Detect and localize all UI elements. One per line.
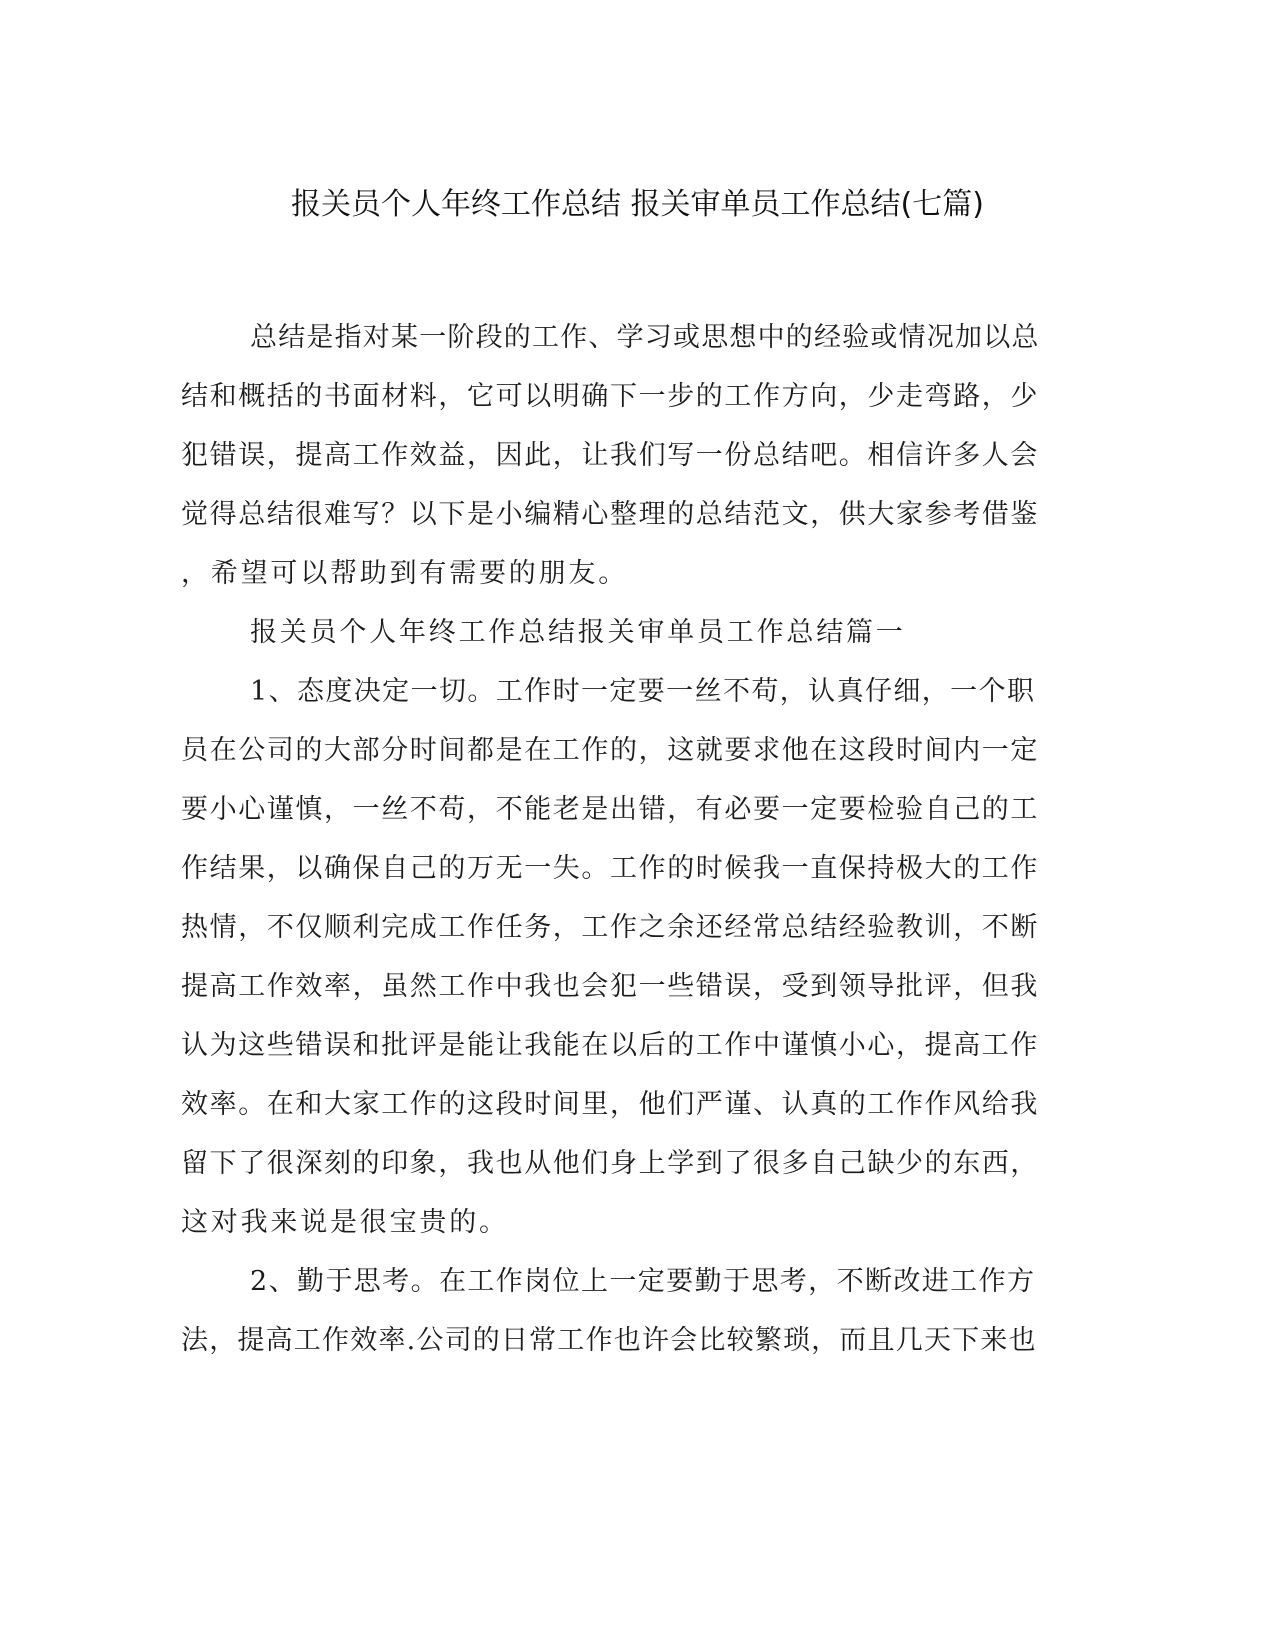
paragraph-line: 热情，不仅顺利完成工作任务，工作之余还经常总结经验教训，不断 xyxy=(181,912,1039,943)
paragraph-line: 提高工作效率，虽然工作中我也会犯一些错误，受到领导批评，但我 xyxy=(181,971,1039,1002)
paragraph-line: 法，提高工作效率.公司的日常工作也许会比较繁琐，而且几天下来也 xyxy=(181,1325,1037,1356)
paragraph-line: 总结是指对某一阶段的工作、学习或思想中的经验或情况加以总 xyxy=(250,322,1040,353)
paragraph-line: 作结果，以确保自己的万无一失。工作的时候我一直保持极大的工作 xyxy=(181,853,1039,884)
paragraph-line: ，希望可以帮助到有需要的朋友。 xyxy=(181,558,628,589)
paragraph-line: 结和概括的书面材料，它可以明确下一步的工作方向，少走弯路，少 xyxy=(181,381,1039,412)
paragraph-line: 认为这些错误和批评是能让我能在以后的工作中谨慎小心，提高工作 xyxy=(181,1030,1039,1061)
paragraph-line: 员在公司的大部分时间都是在工作的，这就要求他在这段时间内一定 xyxy=(181,735,1039,766)
paragraph-line: 留下了很深刻的印象，我也从他们身上学到了很多自己缺少的东西， xyxy=(181,1148,1039,1179)
section-heading: 报关员个人年终工作总结报关审单员工作总结篇一 xyxy=(250,617,906,648)
paragraph-line: 要小心谨慎，一丝不苟，不能老是出错，有必要一定要检验自己的工 xyxy=(181,794,1039,825)
paragraph-line: 1、态度决定一切。工作时一定要一丝不苟，认真仔细，一个职 xyxy=(250,676,1036,707)
paragraph-line: 犯错误，提高工作效益，因此，让我们写一份总结吧。相信许多人会 xyxy=(181,440,1039,471)
paragraph-line: 觉得总结很难写？以下是小编精心整理的总结范文，供大家参考借鉴 xyxy=(181,499,1039,530)
document-title: 报关员个人年终工作总结 报关审单员工作总结(七篇) xyxy=(291,187,984,222)
paragraph-line: 效率。在和大家工作的这段时间里，他们严谨、认真的工作作风给我 xyxy=(181,1089,1039,1120)
paragraph-line: 2、勤于思考。在工作岗位上一定要勤于思考，不断改进工作方 xyxy=(250,1266,1036,1297)
paragraph-line: 这对我来说是很宝贵的。 xyxy=(181,1207,509,1238)
